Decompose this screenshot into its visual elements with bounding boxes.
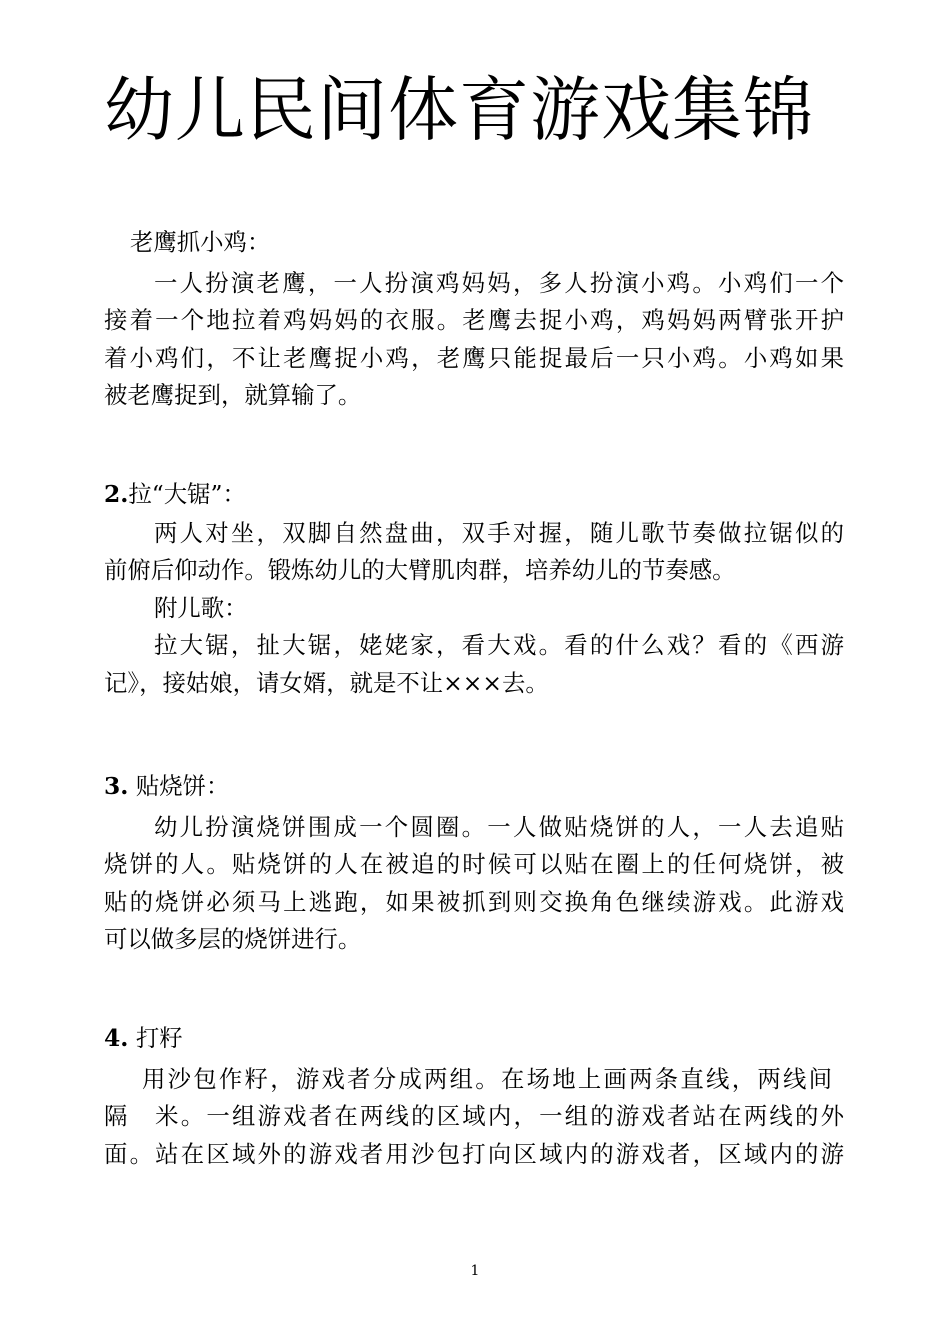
paragraph-line: 隔 米。一组游戏者在两线的区域内，一组的游戏者站在两线的外 [104, 1102, 844, 1131]
section-heading-hit-seed [104, 1020, 183, 1057]
section-heading-text: 贴烧饼： [128, 772, 230, 800]
section-body-eagle-chicks [104, 265, 844, 415]
paragraph-line: 可以做多层的烧饼进行。 [104, 925, 362, 954]
section-heading-text: 拉“大锯”： [128, 480, 246, 508]
section-heading-eagle-chicks [130, 224, 270, 261]
section-heading-text: 打籽 [128, 1024, 183, 1052]
paragraph-line: 两人对坐，双脚自然盘曲，双手对握，随儿歌节奏做拉锯似的 [154, 519, 844, 547]
document-title: 幼儿民间体育游戏集锦 [104, 69, 814, 151]
paragraph-line: 附儿歌： [154, 593, 248, 622]
section-number: 2. [104, 480, 129, 508]
paragraph-line: 接着一个地拉着鸡妈妈的衣服。老鹰去捉小鸡，鸡妈妈两臂张开护 [104, 306, 844, 335]
paragraph-line: 面。站在区域外的游戏者用沙包打向区域内的游戏者，区域内的游 [104, 1139, 844, 1168]
section-heading-text: 老鹰抓小鸡： [130, 228, 271, 256]
section-heading-stick-pancake [104, 768, 229, 805]
section-heading-big-saw [104, 476, 246, 513]
paragraph-line: 被老鹰捉到，就算输了。 [104, 381, 362, 410]
section-number: 4. [104, 1024, 129, 1052]
paragraph-line: 用沙包作籽，游戏者分成两组。在场地上画两条直线，两线间 [142, 1065, 832, 1093]
paragraph-line: 烧饼的人。贴烧饼的人在被追的时候可以贴在圈上的任何烧饼，被 [104, 850, 844, 879]
paragraph-line: 幼儿扮演烧饼围成一个圆圈。一人做贴烧饼的人，一人去追贴 [154, 813, 844, 841]
paragraph-line: 拉大锯，扯大锯，姥姥家，看大戏。看的什么戏？看的《西游 [154, 631, 844, 660]
section-body-big-saw [104, 515, 844, 702]
section-body-hit-seed [104, 1061, 844, 1173]
paragraph-line: 前俯后仰动作。锻炼幼儿的大臂肌肉群，培养幼儿的节奏感。 [104, 556, 736, 585]
paragraph-line: 一人扮演老鹰，一人扮演鸡妈妈，多人扮演小鸡。小鸡们一个 [154, 269, 844, 297]
section-number: 3. [104, 772, 129, 800]
section-body-stick-pancake [104, 809, 844, 959]
paragraph-line: 贴的烧饼必须马上逃跑，如果被抓到则交换角色继续游戏。此游戏 [104, 887, 844, 916]
page-number: 1 [470, 1263, 480, 1279]
paragraph-line: 着小鸡们，不让老鹰捉小鸡，老鹰只能捉最后一只小鸡。小鸡如果 [104, 343, 844, 372]
paragraph-line: 记》，接姑娘，请女婿，就是不让×××去。 [104, 668, 549, 697]
